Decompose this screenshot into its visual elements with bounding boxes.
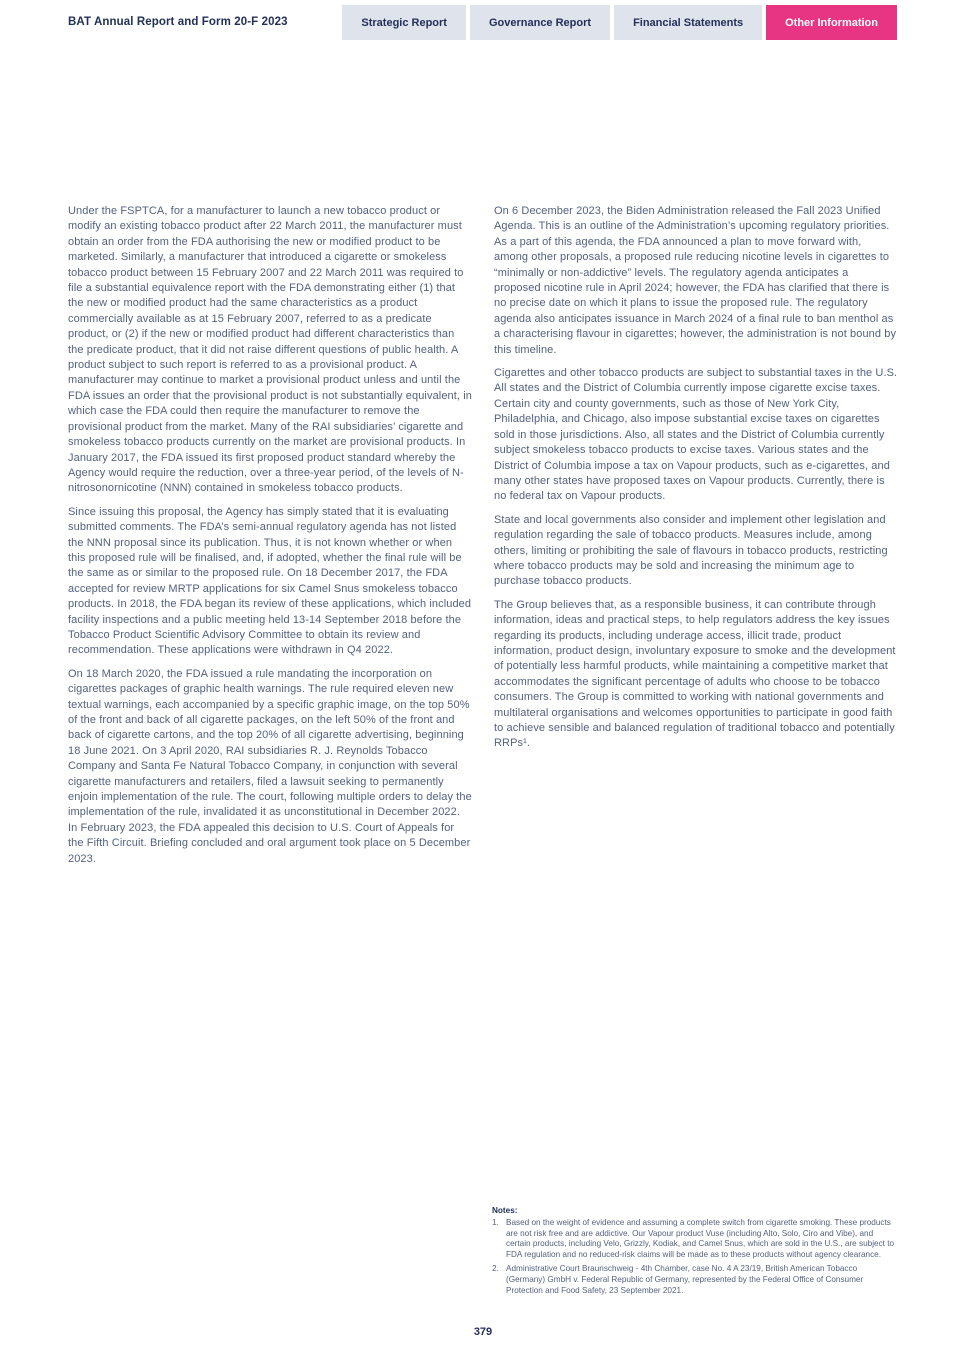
tab-strategic-report[interactable]: Strategic Report bbox=[342, 5, 466, 40]
tab-other-information[interactable]: Other Information bbox=[766, 5, 897, 40]
paragraph-excise-taxes: Cigarettes and other tobacco products are subject to substantial taxes in the U.S. All states and the District of Columbia currently impose cigarette excise taxes. Certain city and county governments, such as those of New York City, Philadelphia, and Chicago, also impose substantial excise taxes on cigarettes sold in those jurisdictions. Also, all states and the District of Columbia currently subject smokeless tobacco products to excise taxes. Various states and the District of Columbia impose a tax on Vapour products, such as e-cigarettes, and many other states have proposed taxes on Vapour products. Currently, there is no federal tax on Vapour products. bbox=[494, 367, 898, 503]
footnotes-section bbox=[492, 1206, 898, 1300]
section-tabs bbox=[342, 5, 897, 40]
tab-financial-statements[interactable]: Financial Statements bbox=[614, 5, 762, 40]
footnote-number: 1. bbox=[492, 1218, 499, 1227]
paragraph-graphic-warnings: On 18 March 2020, the FDA issued a rule mandating the incorporation on cigarettes packages of graphic health warnings. The rule required eleven new textual warnings, each accompanied by a specific graphic image, on the top 50% of the front and back of all cigarette packages, on the left 50% of the front and back of cigarette cartons, and the top 20% of all cigarette advertising, beginning 18 June 2021. On 3 April 2020, RAI subsidiaries R. J. Reynolds Tobacco Company and Santa Fe Natural Tobacco Company, in conjunction with several cigarette manufacturers and retailers, filed a lawsuit seeking to permanently enjoin implementation of the rule. The court, following multiple orders to delay the implementation of the rule, invalidated it as unconstitutional in December 2022. In February 2023, the FDA appealed this decision to U.S. Court of Appeals for the Fifth Circuit. Briefing concluded and oral argument took place on 5 December 2023. bbox=[68, 667, 472, 865]
left-column bbox=[68, 204, 472, 875]
paragraph-fsptca: Under the FSPTCA, for a manufacturer to launch a new tobacco product or modify an existing tobacco product after 22 March 2011, the manufacturer must obtain an order from the FDA authorising the new or modified product to be marketed. Similarly, a manufacturer that introduced a cigarette or smokeless tobacco product between 15 February 2007 and 22 March 2011 was required to file a substantial equivalence report with the FDA demonstrating either (1) that the new or modified product had the same characteristics as a product commercially available as at 15 February 2007, referred to as a predicate product, or (2) if the new or modified product had different characteristics than the predicate product, that it did not raise different questions of public health. A product subject to such report is referred to as a provisional product. A manufacturer may continue to market a provisional product unless and until the FDA issues an order that the provisional product is not substantially equivalent, in which case the FDA could then require the manufacturer to remove the provisional product from the market. Many of the RAI subsidiaries’ cigarette and smokeless tobacco products currently on the market are provisional products. In January 2017, the FDA issued its first proposed product standard whereby the Agency would require the reduction, over a three-year period, of the levels of N-nitrosonornicotine (NNN) contained in smokeless tobacco products. bbox=[68, 205, 473, 495]
footnote-1 bbox=[492, 1218, 898, 1260]
page-number: 379 bbox=[473, 1326, 493, 1338]
right-column bbox=[494, 204, 898, 875]
footnote-number: 2. bbox=[492, 1264, 499, 1274]
paragraph-unified-agenda: On 6 December 2023, the Biden Administration released the Fall 2023 Unified Agenda. This is an outline of the Administration’s upcoming regulatory priorities. As a part of this agenda, the FDA announced a plan to move forward with, among other proposals, a proposed rule reducing nicotine levels in cigarettes to “minimally or non-addictive” levels. The regulatory agenda anticipates a proposed nicotine rule in April 2024; however, the FDA has clarified that there is no precise date on which it plans to issue the proposed rule. The regulatory agenda also anticipates issuance in March 2024 of a final rule to ban menthol as a characterising flavour in cigarettes; however, the administration is not bound by this timeline. bbox=[494, 205, 897, 356]
footnote-text: Administrative Court Braunschweig - 4th Chamber, case No. 4 A 23/19, British American Tobacco (Germany) GmbH v. Federal Republic of Germany, represented by the Federal Office of Consumer Protection and Food Safety, 23 September 2021. bbox=[506, 1264, 864, 1295]
footnote-text: Based on the weight of evidence and assuming a complete switch from cigarette smoking. These products are not risk free and are addictive. Our Vapour product Vuse (including Alto, Solo, Ciro and Vibe), and certain products, including Velo, Grizzly, Kodiak, and Camel Snus, which are sold in the U.S., are subject to FDA regulation and no reduced-risk claims will be made as to these products without agency clearance. bbox=[506, 1218, 895, 1259]
document-title: BAT Annual Report and Form 20-F 2023 bbox=[68, 16, 288, 28]
notes-heading: Notes: bbox=[492, 1206, 518, 1215]
body-text bbox=[68, 204, 898, 875]
footnote-2 bbox=[492, 1264, 898, 1296]
paragraph-state-local: State and local governments also consider and implement other legislation and regulation regarding the sale of tobacco products. Measures include, among others, limiting or prohibiting the sale of flavours in tobacco products, restricting where tobacco products may be sold and increasing the minimum age to purchase tobacco products. bbox=[494, 513, 888, 588]
paragraph-nnn-proposal: Since issuing this proposal, the Agency has simply stated that it is evaluating submitted comments. The FDA’s semi-annual regulatory agenda has not listed the NNN proposal since its publication. Thus, it is not known whether or when this proposed rule will be finalised, and, if adopted, whether the final rule will be the same as or similar to the proposed rule. On 18 December 2017, the FDA accepted for review MRTP applications for six Camel Snus smokeless tobacco products. In 2018, the FDA began its review of these applications, which included facility inspections and a public meeting held 13-14 September 2018 before the Tobacco Product Scientific Advisory Committee to obtain its review and recommendation. These applications were withdrawn in Q4 2022. bbox=[68, 505, 472, 657]
paragraph-group-position: The Group believes that, as a responsible business, it can contribute through information, ideas and practical steps, to help regulators address the key issues regarding its products, including underage access, illicit trade, product information, product design, involuntary exposure to smoke and the development of potentially less harmful products, while maintaining a competitive market that accommodates the significant percentage of adults who choose to be tobacco consumers. The Group is committed to working with national governments and multilateral organisations and welcomes opportunities to participate in good faith to achieve sensible and balanced regulation of traditional tobacco and potentially RRPs¹. bbox=[494, 598, 896, 750]
tab-governance-report[interactable]: Governance Report bbox=[470, 5, 610, 40]
